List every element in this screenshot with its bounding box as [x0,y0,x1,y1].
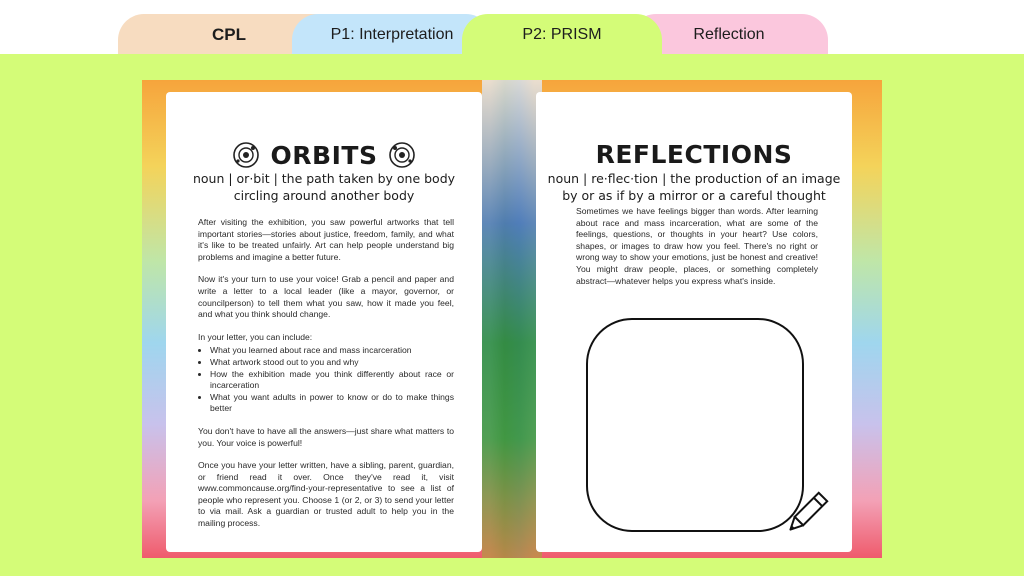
orbit-icon [387,140,417,170]
orbits-title-row [166,140,482,170]
orbits-bullet-list [198,345,454,415]
tab-cpl-label: CPL [212,25,246,44]
reflections-title: REFLECTIONS [595,140,793,169]
orbits-paragraph: Now it's your turn to use your voice! Grab a pencil and paper and write a letter to a local leader (like a mayor, governor, or councilperson) to tell them what you saw, how it made you feel, and what you think should change. [198,274,454,320]
list-item: • How the exhibition made you think differently about race or incarceration [210,369,454,392]
orbit-icon [231,140,261,170]
reflections-title-row [536,140,852,169]
reflections-paragraph: Sometimes we have feelings bigger than words. After learning about race and mass incarceration, what are some of the feelings, questions, or thoughts in your heart? Use colors, shapes, or images to draw how you feel. There's no right or wrong way to show your emotions, just be honest and creative! You might draw people, places, or something completely abstract—whatever helps you express what's inside. [576,206,818,286]
tab-p2-label: P2: PRISM [522,26,602,43]
tab-p1-label: P1: Interpretation [330,26,454,43]
orbits-paragraph: After visiting the exhibition, you saw powerful artworks that tell important stories—stories about justice, freedom, family, and what it's like to be treated unfairly. Art can help people understand big problems and imagine a better future. [198,217,454,262]
orbits-page [166,92,482,552]
pencil-icon [780,488,832,540]
tab-bar [0,0,1024,54]
tab-p2-prism[interactable] [462,14,662,54]
reflections-definition: noun | re·flec·tion | the production of an image by or as if by a mirror or a careful thought [547,171,841,203]
list-item: • What you learned about race and mass incarceration [210,345,454,357]
list-item: • What artwork stood out to you and why [210,357,454,369]
orbits-definition: noun | or·bit | the path taken by one body circling around another body [192,171,456,203]
booklet-spread [142,80,882,558]
orbits-body [198,217,454,541]
reflections-body [576,206,818,298]
list-item: • What you want adults in power to know or do to make things better [210,392,454,415]
orbits-list-intro: In your letter, you can include: [198,331,313,342]
orbits-paragraph: Once you have your letter written, have a sibling, parent, guardian, or friend read it over. Once they've read it, visit www.commoncause.org/find-your-representative to see a list of people who represent you. Choose 1 (or 2, or 3) to send your letter to via mail. Ask a guardian or trusted adult to help you in the mailing process. [198,460,454,529]
orbits-paragraph: You don't have to have all the answers—just share what matters to you. Your voice is powerful! [198,425,454,448]
drawing-area[interactable] [586,318,804,532]
orbits-title: ORBITS [270,140,378,170]
tab-reflection-label: Reflection [693,26,765,43]
reflections-page [536,92,852,552]
